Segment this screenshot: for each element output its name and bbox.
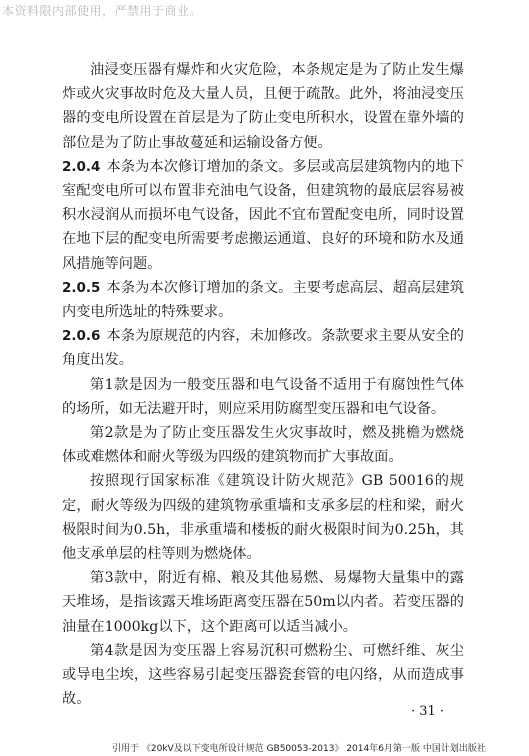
- citation-footer: 引用于 《20kV及以下变电所设计规范 GB50053-2013》 2014年6月第一版 中国计划出版社: [112, 744, 486, 754]
- clause-2-0-4: [62, 155, 464, 276]
- paragraph-item-4: [62, 639, 464, 712]
- watermark-text: 本资料限内部使用，严禁用于商业。: [2, 4, 203, 18]
- paragraph-text: 油浸变压器有爆炸和火灾危险，本条规定是为了防止发生爆炸或火灾事故时危及大量人员，且便于疏散。此外，将油浸变压器的变电所设置在首层是为了防止变电所积水，设置在靠外墙的部位是为了防止事故蔓延和运输设备方便。: [62, 62, 464, 151]
- paragraph-text: 本条为原规范的内容，未加修改。条款要求主要从安全的角度出发。: [62, 328, 464, 369]
- document-body: [62, 58, 464, 711]
- paragraph-text: 第3款中，附近有棉、粮及其他易燃、易爆物大量集中的露天堆场，是指该露天堆场距离变压器在50m以内者。若变压器的油量在1000kg以下，这个距离可以适当减小。: [62, 570, 464, 635]
- paragraph-intro: [62, 58, 464, 155]
- clause-number: 2.0.6: [62, 328, 101, 345]
- paragraph-text: 按照现行国家标准《建筑设计防火规范》GB 50016的规定，耐火等级为四级的建筑物承重墙和支承多层的柱和梁，耐火极限时间为0.5h，非承重墙和楼板的耐火极限时间为0.25h，其他支承单层的柱等则为燃烧体。: [62, 473, 464, 563]
- paragraph-text: 第1款是因为一般变压器和电气设备不适用于有腐蚀性气体的场所，如无法避开时，则应采用防腐型变压器和电气设备。: [62, 376, 464, 417]
- page-number: · 31 ·: [411, 704, 445, 719]
- paragraph-text: 第4款是因为变压器上容易沉积可燃粉尘、可燃纤维、灰尘或导电尘埃，这些容易引起变压器瓷套管的电闪络，从而造成事故。: [62, 642, 464, 708]
- paragraph-text: 本条为本次修订增加的条文。主要考虑高层、超高层建筑内变电所选址的特殊要求。: [62, 279, 464, 321]
- clause-2-0-5: [62, 276, 464, 324]
- clause-number: 2.0.5: [62, 279, 101, 296]
- paragraph-text: 本条为本次修订增加的条文。多层或高层建筑物内的地下室配变电所可以布置非充油电气设备，但建筑物的最底层容易被积水浸润从而损坏电气设备，因此不宜布置配变电所，同时设置在地下层的配变电所需要考虑搬运通道、良好的环境和防水及通风措施等问题。: [62, 158, 464, 272]
- clause-number: 2.0.4: [62, 158, 101, 175]
- clause-2-0-6: [62, 324, 464, 372]
- paragraph-item-2: [62, 421, 464, 469]
- paragraph-fire-code: [62, 469, 464, 566]
- paragraph-text: 第2款是为了防止变压器发生火灾事故时，燃及挑檐为燃烧体或难燃体和耐火等级为四级的建筑物而扩大事故面。: [62, 425, 464, 466]
- paragraph-item-3: [62, 566, 464, 639]
- paragraph-item-1: [62, 373, 464, 421]
